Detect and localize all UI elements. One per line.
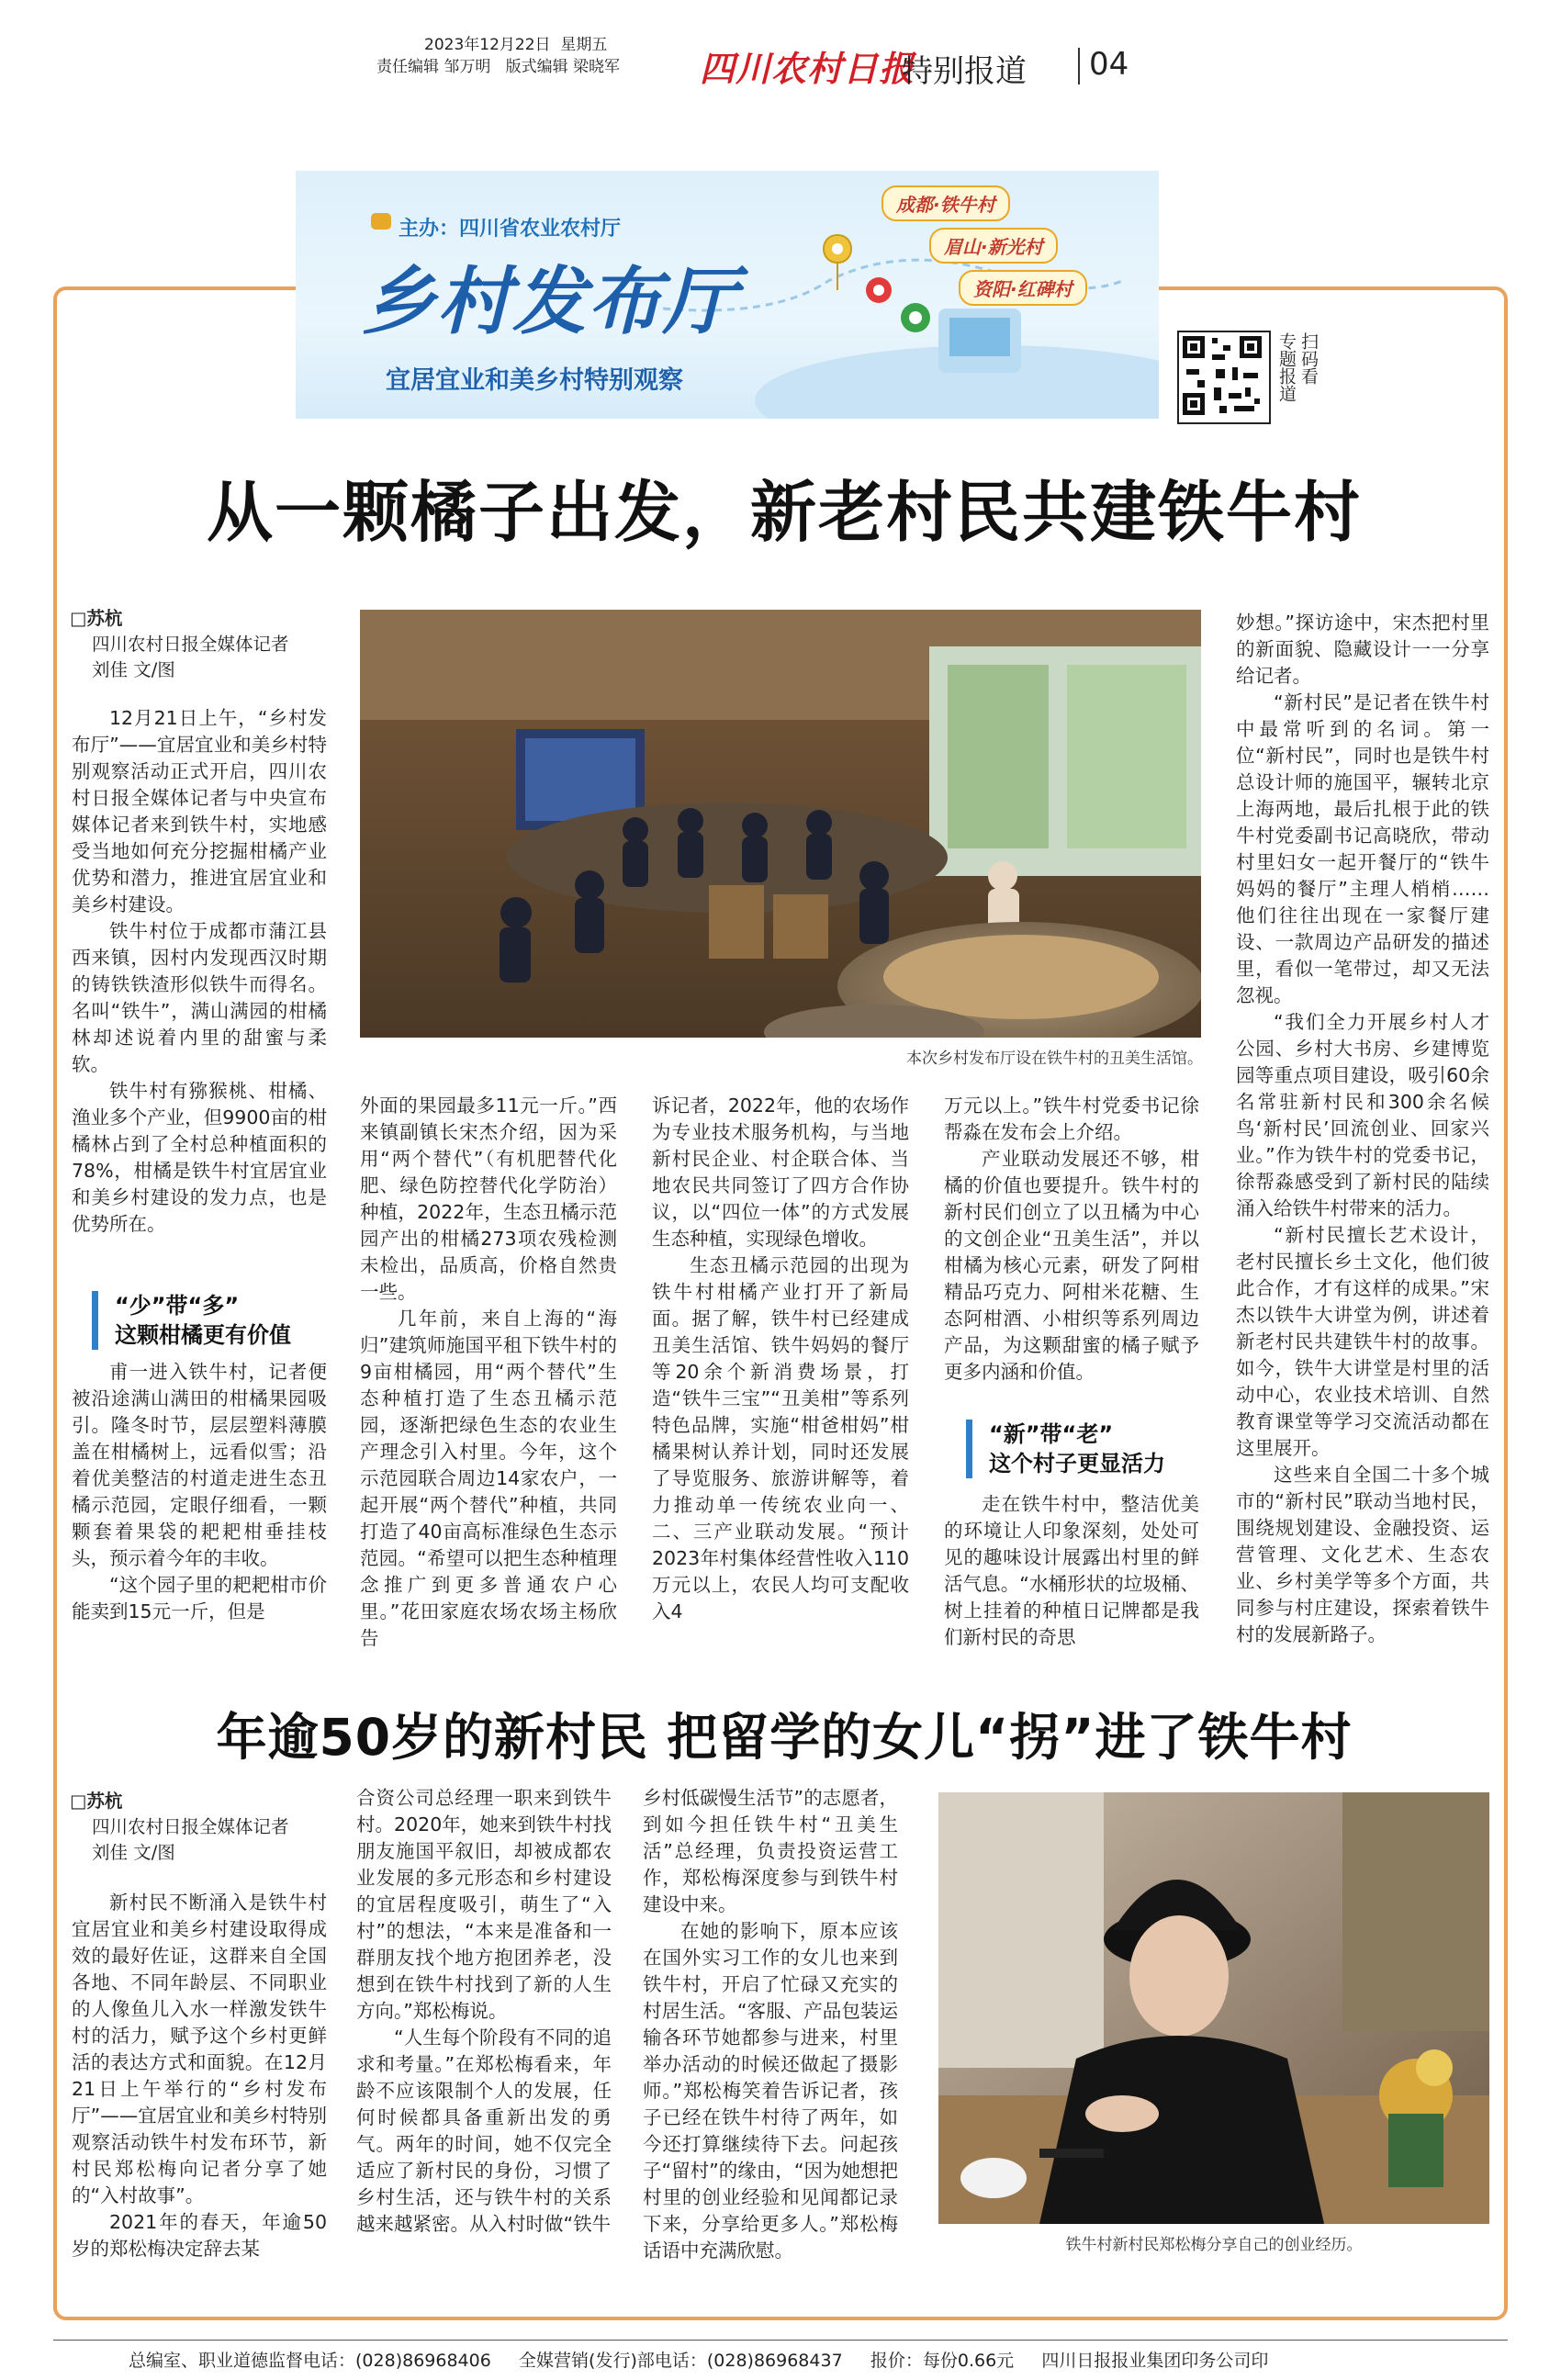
- paragraph: 生态丑橘示范园的出现为铁牛村柑橘产业打开了新局面。据了解，铁牛村已经建成丑美生活馆、铁牛妈妈的餐厅等20余个新消费场景，打造“铁牛三宝”“丑美柑”等系列特色品牌，实施“柑爸柑妈”柑橘果树认养计划，同时还发展了导览服务、旅游讲解等，着力推动单一传统农业向一、二、三产业联动发展。“预计2023年村集体经营性收入110万元以上，农民人均可支配收入4: [652, 1254, 909, 1622]
- article1-col1b: [72, 1359, 327, 1625]
- header-date: 2023年12月22日: [424, 36, 551, 54]
- banner: [296, 171, 1159, 419]
- qr-label-2: 专题报道: [1276, 332, 1297, 402]
- byline-org: 四川农村日报全媒体记者: [92, 1816, 289, 1837]
- byline-name: □苏杭: [70, 608, 123, 629]
- paragraph: 万元以上。”铁牛村党委书记徐帮淼在发布会上介绍。: [944, 1095, 1199, 1143]
- qr-code[interactable]: [1177, 331, 1271, 424]
- byline-name: □苏杭: [70, 1791, 123, 1812]
- subheading-2-line2: 这个村子更显活力: [989, 1451, 1165, 1476]
- header-weekday: 星期五: [560, 36, 608, 54]
- byline-extra: 刘佳 文/图: [92, 659, 175, 680]
- article1-byline: [70, 606, 336, 683]
- paragraph: 走在铁牛村中，整洁优美的环境让人印象深刻，处处可见的趣味设计展露出村里的鲜活气息。“水桶形状的垃圾桶、树上挂着的种植日记牌都是我们新村民的奇思: [944, 1493, 1199, 1648]
- article1-headline: 从一颗橘子出发，新老村民共建铁牛村: [206, 474, 1362, 551]
- paragraph: 甫一进入铁牛村，记者便被沿途满山满田的柑橘果园吸引。隆冬时节，层层塑料薄膜盖在柑橘树上，远看似雪；沿着优美整洁的村道走进生态丑橘示范园，定眼仔细看，一颗颗套着果袋的耙耙柑垂挂枝头，预示着今年的丰收。: [72, 1361, 327, 1569]
- banner-subtitle: 宜居宜业和美乡村特别观察: [386, 366, 683, 395]
- meeting-photo: [360, 610, 1201, 1038]
- banner-host: 主办：四川省农业农村厅: [399, 218, 622, 241]
- article2-byline: [70, 1789, 336, 1866]
- article1-col1: [72, 705, 327, 1238]
- footer-printer: 四川日报报业集团印务公司印: [1041, 2351, 1269, 2371]
- paragraph: 新村民不断涌入是铁牛村宜居宜业和美乡村建设取得成效的最好佐证，这群来自全国各地、不同年龄层、不同职业的人像鱼儿入水一样激发铁牛村的活力，赋予这个乡村更鲜活的表达方式和面貌。在12月21日上午举行的“乡村发布厅”——宜居宜业和美乡村特别观察活动铁牛村发布环节，新村民郑松梅向记者分享了她的“入村故事”。: [72, 1892, 327, 2206]
- paragraph: 几年前，来自上海的“海归”建筑师施国平租下铁牛村的9亩柑橘园，用“两个替代”生态种植打造了生态丑橘示范园，逐渐把绿色生态的农业生产理念引入村里。今年，这个示范园联合周边14家农户，一起开展“两个替代”种植，共同打造了40亩高标准绿色生态示范园。“希望可以把生态种植理念推广到更多普通农户心里。”花田家庭农场农场主杨欣告: [360, 1308, 617, 1649]
- article2-col1: [72, 1890, 327, 2262]
- footer-divider: [53, 2340, 1508, 2341]
- article2-photo-caption: 铁牛村新村民郑松梅分享自己的创业经历。: [1065, 2236, 1363, 2254]
- byline-extra: 刘佳 文/图: [92, 1842, 175, 1863]
- footer-tel1: (028)86968406: [355, 2351, 491, 2371]
- paragraph: 外面的果园最多11元一斤。”西来镇副镇长宋杰介绍，因为采用“两个替代”（有机肥替代化肥、绿色防控替代化学防治）种植，2022年，生态丑橘示范园产出的柑橘273项农残检测未检出，品质高，价格自然贵一些。: [360, 1095, 617, 1303]
- footer: [129, 2347, 1488, 2372]
- subheading-1-line1: “少”带“多”: [115, 1293, 240, 1319]
- header-date-line: [424, 35, 700, 55]
- byline-org: 四川农村日报全媒体记者: [92, 634, 289, 655]
- article1-photo: [360, 610, 1201, 1038]
- place-tag-3: 资阳·红碑村: [959, 270, 1087, 306]
- page-number: 04: [1089, 46, 1129, 83]
- paragraph: “我们全力开展乡村人才公园、乡村大书房、乡建博览园等重点项目建设，吸引60余名常驻新村民和300余名候鸟‘新村民’回流创业、回家兴业。”作为铁牛村的党委书记，徐帮淼感受到了新村民的陆续涌入给铁牛村带来的活力。: [1236, 1011, 1489, 1219]
- banner-title: 乡村发布厅: [362, 258, 738, 344]
- article1-col4b: [944, 1491, 1199, 1651]
- editor-label: 责任编辑: [376, 58, 439, 76]
- article1-col3: [652, 1093, 909, 1625]
- article2-photo: [938, 1792, 1489, 2224]
- article2-headline: 年逾50岁的新村民 把留学的女儿“拐”进了铁牛村: [216, 1708, 1353, 1767]
- footer-tel2: (028)86968437: [706, 2351, 843, 2371]
- qr-icon: [1179, 332, 1265, 419]
- layout-label: 版式编辑: [505, 58, 568, 76]
- subheading-2: [966, 1420, 1209, 1478]
- footer-tel1-label: 总编室、职业道德监督电话：: [129, 2351, 356, 2371]
- paragraph: “这个园子里的耙耙柑市价能卖到15元一斤，但是: [72, 1574, 327, 1622]
- paragraph: 妙想。”探访途中，宋杰把村里的新面貌、隐藏设计一一分享给记者。: [1236, 612, 1489, 687]
- paragraph: 诉记者，2022年，他的农场作为专业技术服务机构，与当地新村民企业、村企联合体、当地农民共同签订了四方合作协议，以“四位一体”的方式发展生态种植，实现绿色增收。: [652, 1095, 909, 1250]
- subheading-1-line2: 这颗柑橘更有价值: [115, 1322, 291, 1348]
- place-tag-1: 成都·铁牛村: [882, 185, 1010, 221]
- footer-tel2-label: 全媒营销(发行)部电话：: [519, 2351, 707, 2371]
- paragraph: 2021年的春天，年逾50岁的郑松梅决定辞去某: [72, 2211, 327, 2260]
- paragraph: 铁牛村位于成都市蒲江县西来镇，因村内发现西汉时期的铸铁铁渣形似铁牛而得名。名叫“铁牛”，满山满园的柑橘林却述说着内里的甜蜜与柔软。: [72, 920, 327, 1075]
- editor-name: 邹万明: [444, 58, 491, 76]
- paragraph: 乡村低碳慢生活节”的志愿者，到如今担任铁牛村“丑美生活”总经理，负责投资运营工作，郑松梅深度参与到铁牛村建设中来。: [643, 1787, 898, 1915]
- footer-price: 报价：每份0.66元: [870, 2351, 1015, 2371]
- article2-col2: [356, 1785, 612, 2238]
- article1-photo-caption: 本次乡村发布厅设在铁牛村的丑美生活馆。: [906, 1050, 1203, 1068]
- chat-icon: [371, 213, 391, 230]
- portrait-photo: [938, 1792, 1489, 2224]
- section-divider: [1078, 48, 1080, 84]
- qr-label-1: 扫码看: [1298, 332, 1319, 385]
- article1-col2: [360, 1093, 617, 1652]
- article2-col3: [643, 1785, 898, 2264]
- layout-editor-name: 梁晓军: [573, 58, 621, 76]
- paragraph: “新村民”是记者在铁牛村中最常听到的名词。第一位“新村民”，同时也是铁牛村总设计师的施国平，辗转北京上海两地，最后扎根于此的铁牛村党委副书记高晓欣，带动村里妇女一起开餐厅的“铁牛妈妈的餐厅”主理人梢梢……他们往往出现在一家餐厅建设、一款周边产品研发的描述里，看似一笔带过，却又无法忽视。: [1236, 691, 1489, 1006]
- subheading-1: [92, 1291, 335, 1350]
- paragraph: 在她的影响下，原本应该在国外实习工作的女儿也来到铁牛村，开启了忙碌又充实的村居生活。“客服、产品包装运输各环节她都参与进来，村里举办活动的时候还做起了摄影师。”郑松梅笑着告诉记者，孩子已经在铁牛村待了两年，如今还打算继续待下去。问起孩子“留村”的缘由，“因为她想把村里的创业经验和见闻都记录下来，分享给更多人。”郑松梅话语中充满欣慰。: [643, 1920, 898, 2262]
- article1-col5: [1236, 610, 1489, 1648]
- map-pin-icons: [810, 198, 975, 345]
- subheading-2-line1: “新”带“老”: [989, 1421, 1114, 1447]
- paragraph: 这些来自全国二十多个城市的“新村民”联动当地村民，围绕规划建设、金融投资、运营管理、文化艺术、生态农业、乡村美学等多个方面，共同参与村庄建设，探索着铁牛村的发展新路子。: [1236, 1464, 1489, 1645]
- paragraph: 12月21日上午，“乡村发布厅”——宜居宜业和美乡村特别观察活动正式开启，四川农村日报全媒体记者与中央宣布媒体记者来到铁牛村，实地感受当地如何充分挖掘柑橘产业优势和潜力，推进宜居宜业和美乡村建设。: [72, 707, 327, 915]
- paragraph: 铁牛村有猕猴桃、柑橘、渔业多个产业，但9900亩的柑橘林占到了全村总种植面积的78%，柑橘是铁牛村宜居宜业和美乡村建设的发力点，也是优势所在。: [72, 1080, 327, 1235]
- paragraph: “人生每个阶段有不同的追求和考量。”在郑松梅看来，年龄不应该限制个人的发展，任何时候都具备重新出发的勇气。两年的时间，她不仅完全适应了新村民的身份，习惯了乡村生活，还与铁牛村的关系越来越紧密。从入村时做“铁牛: [356, 2026, 612, 2235]
- paragraph: “新村民擅长艺术设计，老村民擅长乡土文化，他们彼此合作，才有这样的成果。”宋杰以铁牛大讲堂为例，讲述着新老村民共建铁牛村的故事。如今，铁牛大讲堂是村里的活动中心，农业技术培训、自然教育课堂等学习交流活动都在这里展开。: [1236, 1224, 1489, 1459]
- paragraph: 产业联动发展还不够，柑橘的价值也要提升。铁牛村的新村民们创立了以丑橘为中心的文创企业“丑美生活”，并以柑橘为核心元素，研发了阿柑精品巧克力、阿柑米花糖、生态阿柑酒、小柑织等系列周边产品，为这颗甜蜜的橘子赋予更多内涵和价值。: [944, 1148, 1199, 1383]
- article1-col4: [944, 1093, 1199, 1386]
- paper-logo: 四川农村日报: [700, 48, 915, 89]
- place-tag-2: 眉山·新光村: [929, 228, 1058, 264]
- header-editors: [376, 57, 707, 77]
- paragraph: 合资公司总经理一职来到铁牛村。2020年，她来到铁牛村找朋友施国平叙旧，却被成都农业发展的多元形态和乡村建设的宜居程度吸引，萌生了“入村”的想法，“本来是准备和一群朋友找个地方抱团养老，没想到在铁牛村找到了新的人生方向。”郑松梅说。: [356, 1787, 612, 2022]
- section-name: 特别报道: [902, 53, 1027, 90]
